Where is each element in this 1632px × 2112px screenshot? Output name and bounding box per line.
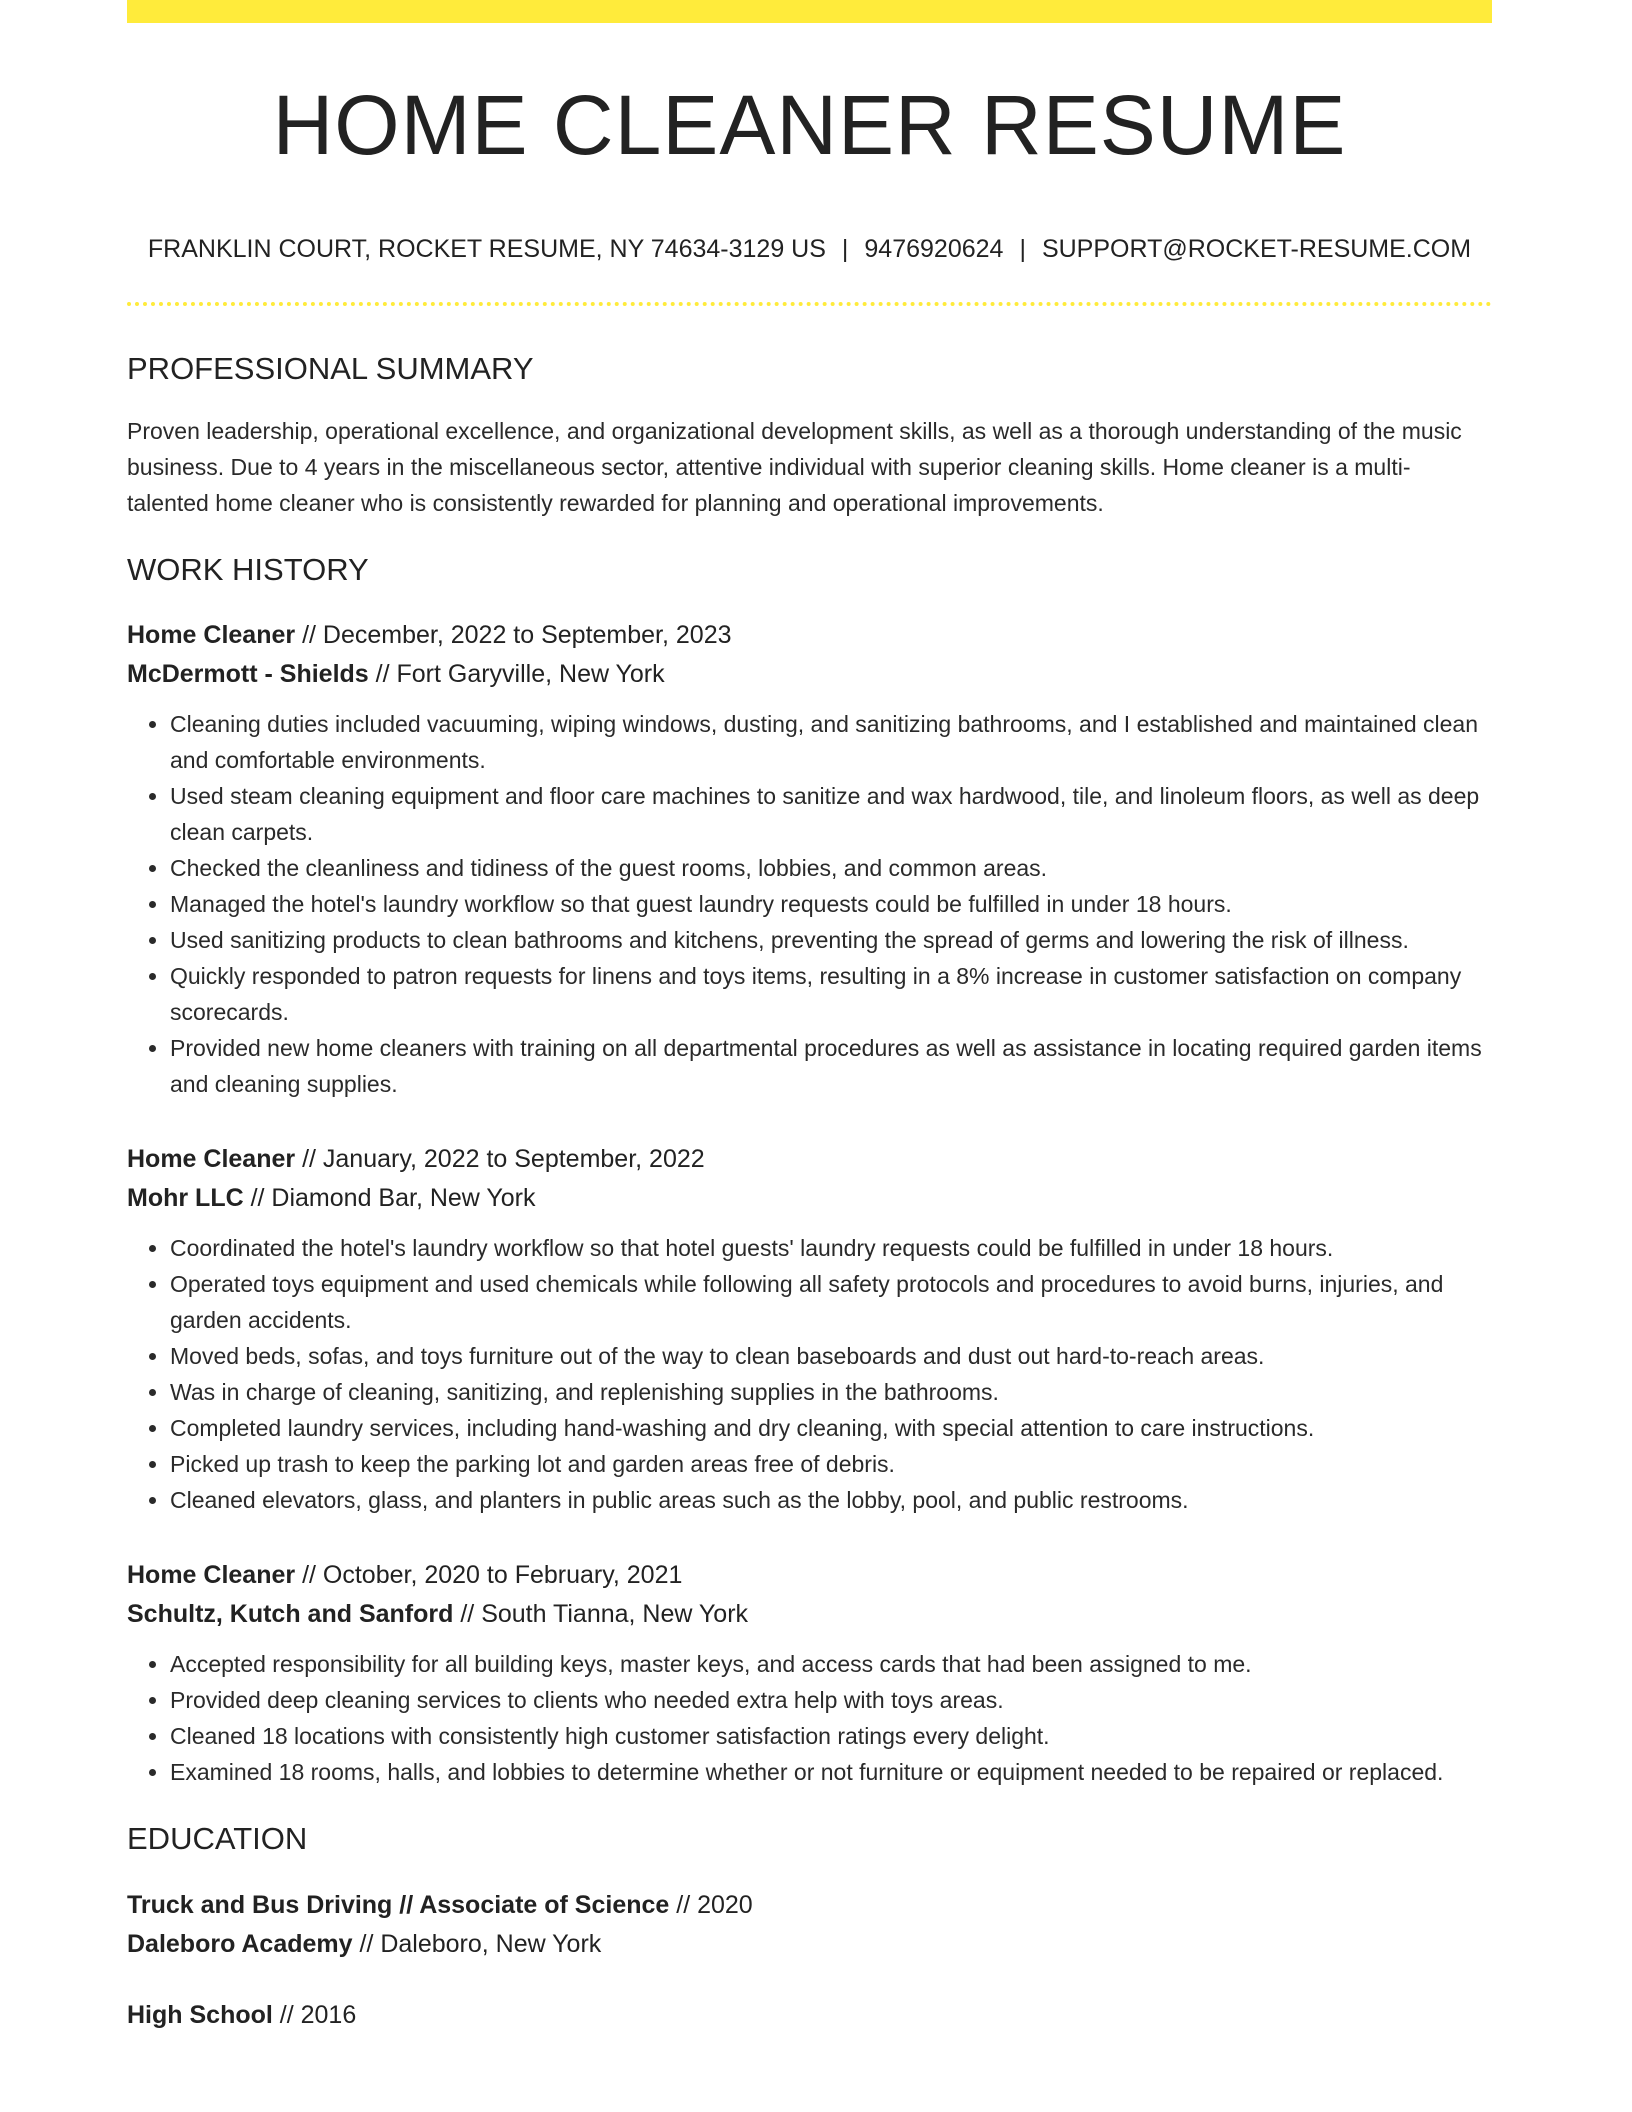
duty-item: • Picked up trash to keep the parking lot and garden areas free of debris.: [170, 1446, 1492, 1482]
work-history-section: [127, 551, 1492, 1790]
professional-summary-section: [127, 350, 1492, 521]
job-company-line: [127, 1179, 1492, 1218]
work-history-heading: WORK HISTORY: [127, 552, 369, 588]
duty-item: • Examined 18 rooms, halls, and lobbies to determine whether or not furniture or equipment needed to be repaired or replaced.: [170, 1754, 1492, 1790]
job-entry: [127, 1556, 1492, 1790]
education-school: Daleboro Academy: [127, 1929, 353, 1958]
duty-item: • Cleaning duties included vacuuming, wiping windows, dusting, and sanitizing bathrooms, and I established and maintained clean and comfortable environments.: [170, 706, 1492, 778]
contact-email: SUPPORT@ROCKET-RESUME.COM: [1041, 235, 1472, 263]
dotted-divider: [127, 302, 1492, 306]
education-year: // 2020: [669, 1890, 753, 1919]
job-entry: [127, 616, 1492, 1102]
job-company-line: [127, 1595, 1492, 1634]
education-section: [127, 1820, 1492, 2034]
job-title: Home Cleaner: [127, 621, 296, 650]
education-school-line: [127, 1925, 1492, 1964]
duty-item: • Coordinated the hotel's laundry workflow so that hotel guests' laundry requests could be fulfilled in under 18 hours.: [170, 1230, 1492, 1266]
education-location: // Daleboro, New York: [352, 1929, 602, 1958]
job-title-line: [127, 1140, 1492, 1179]
job-dates: // December, 2022 to September, 2023: [295, 621, 732, 650]
duty-item: • Used sanitizing products to clean bathrooms and kitchens, preventing the spread of germs and lowering the risk of illness.: [170, 922, 1492, 958]
duty-item: • Provided deep cleaning services to clients who needed extra help with toys areas.: [170, 1682, 1492, 1718]
duty-item: • Moved beds, sofas, and toys furniture out of the way to clean baseboards and dust out hard-to-reach areas.: [170, 1338, 1492, 1374]
job-company: McDermott - Shields: [127, 660, 369, 689]
job-location: // Fort Garyville, New York: [368, 660, 665, 689]
contact-address: FRANKLIN COURT, ROCKET RESUME, NY 74634-3129 US: [147, 235, 826, 263]
education-entry: [127, 1886, 1492, 1964]
contact-separator: |: [1019, 235, 1026, 263]
job-dates: // October, 2020 to February, 2021: [295, 1561, 683, 1590]
education-degree: High School: [127, 2000, 273, 2029]
resume-page: [127, 0, 1492, 2035]
job-title-line: [127, 1556, 1492, 1595]
duty-item: • Completed laundry services, including hand-washing and dry cleaning, with special attention to care instructions.: [170, 1410, 1492, 1446]
top-accent-bar: [127, 0, 1492, 23]
contact-line: [127, 234, 1492, 264]
duty-item: • Managed the hotel's laundry workflow so that guest laundry requests could be fulfilled in under 18 hours.: [170, 886, 1492, 922]
job-duties-list: [127, 1646, 1492, 1790]
education-degree-line: [127, 1996, 1492, 2035]
summary-heading: PROFESSIONAL SUMMARY: [127, 351, 534, 386]
job-company: Schultz, Kutch and Sanford: [127, 1600, 454, 1629]
duty-item: • Accepted responsibility for all building keys, master keys, and access cards that had been assigned to me.: [170, 1646, 1492, 1682]
job-duties-list: [127, 706, 1492, 1102]
duty-item: • Cleaned elevators, glass, and planters in public areas such as the lobby, pool, and public restrooms.: [170, 1482, 1492, 1518]
education-degree: Truck and Bus Driving // Associate of Science: [127, 1890, 670, 1919]
education-year: // 2016: [272, 2000, 357, 2029]
contact-phone: 9476920624: [864, 235, 1004, 263]
job-title: Home Cleaner: [127, 1561, 296, 1590]
job-location: // South Tianna, New York: [453, 1600, 749, 1629]
job-title: Home Cleaner: [127, 1145, 296, 1174]
duty-item: • Was in charge of cleaning, sanitizing, and replenishing supplies in the bathrooms.: [170, 1374, 1492, 1410]
job-company: Mohr LLC: [127, 1184, 244, 1213]
job-entry: [127, 1140, 1492, 1518]
duty-item: • Quickly responded to patron requests for linens and toys items, resulting in a 8% increase in customer satisfaction on company scorecards.: [170, 958, 1492, 1030]
duty-item: • Operated toys equipment and used chemicals while following all safety protocols and procedures to avoid burns, injuries, and garden accidents.: [170, 1266, 1492, 1338]
education-entry: [127, 1996, 1492, 2035]
duty-item: • Used steam cleaning equipment and floor care machines to sanitize and wax hardwood, tile, and linoleum floors, as well as deep clean carpets.: [170, 778, 1492, 850]
duty-item: • Checked the cleanliness and tidiness of the guest rooms, lobbies, and common areas.: [170, 850, 1492, 886]
education-heading: EDUCATION: [127, 1821, 308, 1857]
resume-title: HOME CLEANER RESUME: [272, 78, 1347, 172]
contact-separator: |: [841, 235, 849, 263]
job-company-line: [127, 655, 1492, 694]
job-duties-list: [127, 1230, 1492, 1518]
education-degree-line: [127, 1886, 1492, 1925]
job-title-line: [127, 616, 1492, 655]
duty-item: • Provided new home cleaners with training on all departmental procedures as well as assistance in locating required garden items and cleaning supplies.: [170, 1030, 1492, 1102]
summary-text: Proven leadership, operational excellence, and organizational development skills, as well as a thorough understanding of the music business. Due to 4 years in the miscellaneous sector, attentive individual with superior cleaning skills. Home cleaner is a multi-talented home cleaner who is consistently rewarded for planning and operational improvements.: [127, 418, 1462, 517]
duty-item: • Cleaned 18 locations with consistently high customer satisfaction ratings every delight.: [170, 1718, 1492, 1754]
job-location: // Diamond Bar, New York: [243, 1184, 536, 1213]
job-dates: // January, 2022 to September, 2022: [295, 1145, 705, 1174]
